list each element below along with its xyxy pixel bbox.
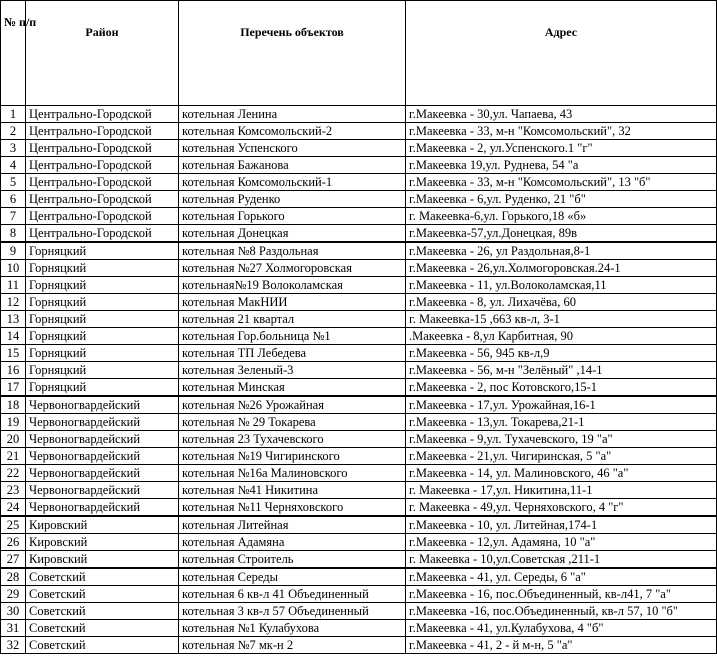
address-cell: г. Макеевка - 10,ул.Советская ,211-1 <box>406 551 717 569</box>
row-number: 3 <box>1 140 26 157</box>
row-number: 11 <box>1 277 26 294</box>
table-row <box>1 106 717 123</box>
table-row <box>1 534 717 551</box>
row-number: 23 <box>1 482 26 499</box>
address-cell: г.Макеевка - 6,ул. Руденко, 21 "б" <box>406 191 717 208</box>
table-row <box>1 431 717 448</box>
table-row <box>1 568 717 586</box>
table-row <box>1 551 717 569</box>
table-row <box>1 482 717 499</box>
district-cell: Червоногвардейский <box>26 448 179 465</box>
address-cell: г.Макеевка - 13,ул. Токарева,21-1 <box>406 414 717 431</box>
header-num: № п/п <box>1 1 26 106</box>
row-number: 9 <box>1 242 26 260</box>
row-number: 2 <box>1 123 26 140</box>
table-row <box>1 499 717 517</box>
table-row <box>1 379 717 397</box>
district-cell: Центрально-Городской <box>26 191 179 208</box>
table-row <box>1 345 717 362</box>
object-cell: котельная Комсомольский-1 <box>179 174 406 191</box>
address-cell: г.Макеевка - 41, ул. Середы, 6 "а" <box>406 568 717 586</box>
address-cell: г.Макеевка - 12,ул. Адамяна, 10 "а" <box>406 534 717 551</box>
district-cell: Горняцкий <box>26 260 179 277</box>
object-cell: котельная 6 кв-л 41 Объединенный <box>179 586 406 603</box>
district-cell: Советский <box>26 637 179 654</box>
address-cell: г.Макеевка -16, пос.Объединенный, кв-л 57, 10 "б" <box>406 603 717 620</box>
table-row <box>1 191 717 208</box>
row-number: 28 <box>1 568 26 586</box>
row-number: 12 <box>1 294 26 311</box>
object-cell: котельная Середы <box>179 568 406 586</box>
table-row <box>1 294 717 311</box>
object-cell: котельная 23 Тухачевского <box>179 431 406 448</box>
table-row <box>1 123 717 140</box>
address-cell: г.Макеевка-57,ул.Донецкая, 89в <box>406 225 717 243</box>
district-cell: Червоногвардейский <box>26 499 179 517</box>
address-cell: г.Макеевка - 41, 2 - й м-н, 5 "а" <box>406 637 717 654</box>
table-row <box>1 465 717 482</box>
table-row <box>1 208 717 225</box>
district-cell: Центрально-Городской <box>26 140 179 157</box>
address-cell: г.Макеевка - 17,ул. Урожайная,16-1 <box>406 396 717 414</box>
address-cell: г.Макеевка - 2, пос Котовского,15-1 <box>406 379 717 397</box>
row-number: 13 <box>1 311 26 328</box>
object-cell: котельная №16а Малиновского <box>179 465 406 482</box>
district-cell: Горняцкий <box>26 379 179 397</box>
address-cell: г.Макеевка - 56, м-н "Зелёный" ,14-1 <box>406 362 717 379</box>
row-number: 24 <box>1 499 26 517</box>
district-cell: Центрально-Городской <box>26 106 179 123</box>
district-cell: Горняцкий <box>26 277 179 294</box>
district-cell: Кировский <box>26 534 179 551</box>
row-number: 20 <box>1 431 26 448</box>
header-district: Район <box>26 1 179 106</box>
district-cell: Центрально-Городской <box>26 174 179 191</box>
address-cell: г. Макеевка - 17,ул. Никитина,11-1 <box>406 482 717 499</box>
address-cell: .Макеевка - 8,ул Карбитная, 90 <box>406 328 717 345</box>
district-cell: Советский <box>26 568 179 586</box>
district-cell: Центрально-Городской <box>26 225 179 243</box>
table-row <box>1 225 717 243</box>
table-row <box>1 328 717 345</box>
address-cell: г.Макеевка - 21,ул. Чигиринская, 5 "а" <box>406 448 717 465</box>
object-cell: котельная №11 Черняховского <box>179 499 406 517</box>
row-number: 8 <box>1 225 26 243</box>
address-cell: г. Макеевка-6,ул. Горького,18 «б» <box>406 208 717 225</box>
district-cell: Кировский <box>26 551 179 569</box>
table-row <box>1 140 717 157</box>
address-cell: г.Макеевка - 10, ул. Литейная,174-1 <box>406 516 717 534</box>
district-cell: Горняцкий <box>26 362 179 379</box>
object-cell: котельная №26 Урожайная <box>179 396 406 414</box>
object-cell: котельная Бажанова <box>179 157 406 174</box>
table-row <box>1 620 717 637</box>
row-number: 27 <box>1 551 26 569</box>
row-number: 21 <box>1 448 26 465</box>
object-cell: котельная №27 Холмогоровская <box>179 260 406 277</box>
table-row <box>1 586 717 603</box>
address-cell: г. Макеевка - 49,ул. Черняховского, 4 "г" <box>406 499 717 517</box>
object-cell: котельная Донецкая <box>179 225 406 243</box>
object-cell: котельная Успенского <box>179 140 406 157</box>
row-number: 18 <box>1 396 26 414</box>
row-number: 22 <box>1 465 26 482</box>
district-cell: Советский <box>26 620 179 637</box>
address-cell: г.Макеевка - 8, ул. Лихачёва, 60 <box>406 294 717 311</box>
district-cell: Червоногвардейский <box>26 482 179 499</box>
object-cell: котельная №8 Раздольная <box>179 242 406 260</box>
row-number: 14 <box>1 328 26 345</box>
table-body <box>1 106 717 654</box>
object-cell: котельная МакНИИ <box>179 294 406 311</box>
header-row <box>1 1 717 106</box>
district-cell: Горняцкий <box>26 311 179 328</box>
object-cell: котельная № 29 Токарева <box>179 414 406 431</box>
row-number: 31 <box>1 620 26 637</box>
object-cell: котельная Горького <box>179 208 406 225</box>
object-cell: котельная Гор.больница №1 <box>179 328 406 345</box>
table-row <box>1 448 717 465</box>
district-cell: Центрально-Городской <box>26 123 179 140</box>
row-number: 26 <box>1 534 26 551</box>
address-cell: г.Макеевка - 41, ул.Кулабухова, 4 "б" <box>406 620 717 637</box>
object-cell: котельная №7 мк-н 2 <box>179 637 406 654</box>
object-cell: котельная 21 квартал <box>179 311 406 328</box>
address-cell: г.Макеевка - 11, ул.Волоколамская,11 <box>406 277 717 294</box>
object-cell: котельная Комсомольский-2 <box>179 123 406 140</box>
object-cell: котельная Ленина <box>179 106 406 123</box>
row-number: 1 <box>1 106 26 123</box>
object-cell: котельная 3 кв-л 57 Объединенный <box>179 603 406 620</box>
district-cell: Горняцкий <box>26 294 179 311</box>
district-cell: Кировский <box>26 516 179 534</box>
district-cell: Советский <box>26 603 179 620</box>
district-cell: Червоногвардейский <box>26 465 179 482</box>
row-number: 32 <box>1 637 26 654</box>
header-objects: Перечень объектов <box>179 1 406 106</box>
address-cell: г.Макеевка - 26,ул.Холмогоровская.24-1 <box>406 260 717 277</box>
table-row <box>1 311 717 328</box>
district-cell: Червоногвардейский <box>26 414 179 431</box>
table-row <box>1 603 717 620</box>
row-number: 15 <box>1 345 26 362</box>
address-cell: г.Макеевка - 33, м-н "Комсомольский", 13 "б" <box>406 174 717 191</box>
table-row <box>1 277 717 294</box>
object-cell: котельная Руденко <box>179 191 406 208</box>
row-number: 30 <box>1 603 26 620</box>
object-cell: котельная №1 Кулабухова <box>179 620 406 637</box>
address-cell: г.Макеевка - 26, ул Раздольная,8-1 <box>406 242 717 260</box>
address-cell: г.Макеевка - 2, ул.Успенского.1 "г" <box>406 140 717 157</box>
row-number: 5 <box>1 174 26 191</box>
district-cell: Горняцкий <box>26 345 179 362</box>
row-number: 29 <box>1 586 26 603</box>
address-cell: г.Макеевка - 56, 945 кв-л,9 <box>406 345 717 362</box>
row-number: 10 <box>1 260 26 277</box>
district-cell: Центрально-Городской <box>26 157 179 174</box>
object-cell: котельная Адамяна <box>179 534 406 551</box>
object-cell: котельная №19 Чигиринского <box>179 448 406 465</box>
address-cell: г.Макеевка - 16, пос.Объединенный, кв-л41, 7 "а" <box>406 586 717 603</box>
row-number: 6 <box>1 191 26 208</box>
table-row <box>1 242 717 260</box>
table-row <box>1 414 717 431</box>
address-cell: г.Макеевка 19,ул. Руднева, 54 "а <box>406 157 717 174</box>
table-row <box>1 516 717 534</box>
table-row <box>1 157 717 174</box>
row-number: 17 <box>1 379 26 397</box>
district-cell: Червоногвардейский <box>26 396 179 414</box>
row-number: 19 <box>1 414 26 431</box>
object-cell: котельная Строитель <box>179 551 406 569</box>
address-cell: г.Макеевка - 30,ул. Чапаева, 43 <box>406 106 717 123</box>
table-row <box>1 260 717 277</box>
object-cell: котельная №41 Никитина <box>179 482 406 499</box>
row-number: 16 <box>1 362 26 379</box>
object-cell: котельная Зеленый-3 <box>179 362 406 379</box>
district-cell: Червоногвардейский <box>26 431 179 448</box>
district-cell: Горняцкий <box>26 328 179 345</box>
address-cell: г.Макеевка - 9,ул. Тухачевского, 19 "а" <box>406 431 717 448</box>
address-cell: г.Макеевка - 33, м-н "Комсомольский", 32 <box>406 123 717 140</box>
address-cell: г. Макеевка-15 ,663 кв-л, 3-1 <box>406 311 717 328</box>
district-cell: Центрально-Городской <box>26 208 179 225</box>
table-row <box>1 362 717 379</box>
row-number: 7 <box>1 208 26 225</box>
district-cell: Горняцкий <box>26 242 179 260</box>
row-number: 4 <box>1 157 26 174</box>
object-cell: котельная Литейная <box>179 516 406 534</box>
district-cell: Советский <box>26 586 179 603</box>
object-cell: котельная№19 Волоколамская <box>179 277 406 294</box>
table-row <box>1 396 717 414</box>
address-cell: г.Макеевка - 14, ул. Малиновского, 46 "а" <box>406 465 717 482</box>
header-address: Адрес <box>406 1 717 106</box>
table-row <box>1 174 717 191</box>
object-cell: котельная ТП Лебедева <box>179 345 406 362</box>
row-number: 25 <box>1 516 26 534</box>
table-row <box>1 637 717 654</box>
object-cell: котельная Минская <box>179 379 406 397</box>
